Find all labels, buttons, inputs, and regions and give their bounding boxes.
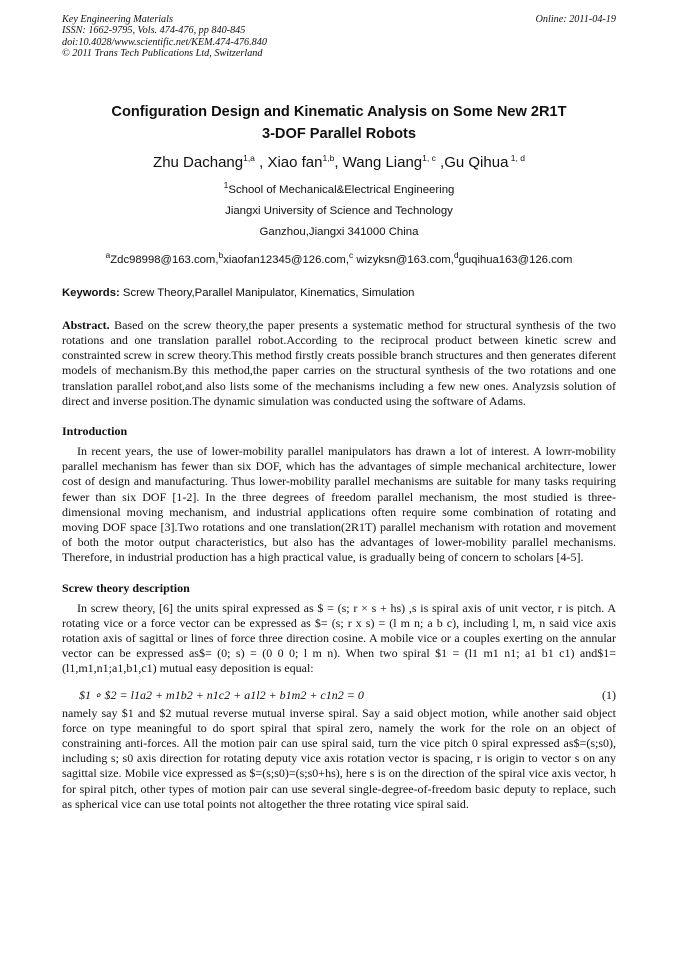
copyright-line: © 2011 Trans Tech Publications Ltd, Switzerland: [62, 47, 263, 59]
online-date: Online: 2011-04-19: [535, 14, 616, 25]
author-name: Zhu Dachang: [153, 154, 244, 172]
author-name: Xiao fan: [267, 154, 323, 172]
abstract-label: Abstract.: [62, 317, 110, 332]
introduction-heading: Introduction: [62, 423, 128, 438]
keywords-line: [62, 284, 616, 302]
screw-paragraph-1: In screw theory, [6] the units spiral expressed as $ = (s; r × s + hs) ,s is spiral axis of unit vector, r is pitch. A rotating vice or a force vector can be expressed as $= (s; r x s) = (l m n; a b c), including l, m, n said vice axis rotation axis of sagittal or lines of force three direction cosine. A mobile vice or a couples exerting on the annular vector can be expressed as$= (0; s) = (0 0 0; l m n). When two spiral $1 = (l1 m1 n1; a1 b1 c1) and$1=(l1,m1,n1;a1,b1,c1) mutual easy deposition is equal:: [62, 600, 616, 676]
email-sup: d: [453, 249, 459, 260]
author-sup: 1,b: [322, 153, 335, 164]
screw-paragraph-2: namely say $1 and $2 mutual reverse mutual inverse spiral. Say a said object motion, while another said object force on type meaningful to do sport spiral that spiral zero, namely the work for the role on an object of constraining anti-forces. All the motion pair can use spiral said, turn the vice pitch 0 spiral expressed as$=(s;s0), including s; s0 axis direction for rotating deputy vice axis rotation vector is spacing, r is origin to vector s on any sagittal size. Mobile vice expressed as $=(s;s0)=(s;s0+hs), here s is on the direction of the spiral vice axis vector, h for spiral pitch, other types of motion pair can use several single-degree-of-freedom basic deputy to replace, such as spherical vice can use total points not altogether the three rotating vice spiral said.: [62, 705, 616, 811]
author-sep: ,: [254, 154, 268, 172]
keywords-label: Keywords:: [62, 286, 120, 299]
title-line-1: Configuration Design and Kinematic Analysis on Some New 2R1T: [111, 104, 567, 121]
journal-header: [62, 14, 616, 59]
email-address: Zdc98998@163.com,: [110, 253, 219, 266]
email-list: [62, 245, 616, 270]
affiliation-line-1: [62, 175, 616, 201]
email-address: guqihua163@126.com: [458, 253, 573, 266]
affiliation-line-2: Jiangxi University of Science and Technology: [225, 204, 453, 217]
equation-number: (1): [602, 687, 616, 702]
email-sup: a: [105, 249, 111, 260]
author-name: Wang Liang: [342, 154, 423, 172]
affiliation-line-3: Ganzhou,Jiangxi 341000 China: [259, 225, 419, 238]
equation-expression: $1 ∘ $2 = l1a2 + m1b2 + n1c2 + a1l2 + b1m2 + c1n2 = 0: [79, 687, 364, 702]
paper-title: [62, 101, 616, 145]
keywords-text: Screw Theory,Parallel Manipulator, Kinematics, Simulation: [119, 286, 415, 299]
abstract-paragraph: [62, 318, 616, 409]
author-sup: 1,a: [243, 153, 255, 164]
abstract-text: Based on the screw theory,the paper presents a systematic method for structural synthesis of the two rotations and one translation parallel robot.According to the reciprocal product between kinetic screw and constrainted screw in screw theory.This method firstly creats possible branch structures and then generates diferent models of mechanism.By this method,the paper carries on the structural synthesis of the two rotations and one translation parallel robot,and also lists some of the mechanisms including a few new ones. Analyzsis solution of direct and inverse position.The dynamic simulation was conducted using the software of Adams.: [62, 317, 616, 408]
author-sup: 1, c: [422, 153, 436, 164]
equation-1: [79, 688, 616, 703]
author-sep: ,: [334, 154, 343, 172]
issn-line: ISSN: 1662-9795, Vols. 474-476, pp 840-845: [62, 25, 246, 37]
email-sup: b: [218, 249, 224, 260]
email-address: xiaofan12345@126.com,: [223, 253, 349, 266]
author-sup: 1, d: [508, 153, 525, 164]
journal-name: Key Engineering Materials: [62, 14, 173, 25]
affiliation-school: School of Mechanical&Electrical Engineering: [228, 183, 455, 196]
email-address: wizyksn@163.com,: [353, 253, 454, 266]
email-sup: c: [348, 249, 354, 260]
author-sep: ,: [435, 154, 445, 172]
screw-theory-heading: Screw theory description: [62, 580, 190, 595]
title-line-2: 3-DOF Parallel Robots: [261, 126, 417, 143]
affiliation-sup: 1: [223, 180, 229, 191]
doi-line: doi:10.4028/www.scientific.net/KEM.474-476.840: [62, 36, 267, 48]
author-list: [62, 147, 616, 174]
author-name: Gu Qihua: [444, 154, 509, 172]
introduction-paragraph: In recent years, the use of lower-mobility parallel manipulators has drawn a lot of interest. A lowrr-mobility parallel mechanism has fewer than six DOF, which has the advantages of simple mechanical architecture, lower cost of design and manufacturing. Thus lower-mobility parallel mechanisms are suitable for many tasks requiring fewer than six DOF [1-2]. In the three degrees of freedom parallel mechanism, the most studied is three-dimensional moving mechanism, and industrial applications often require some combination of rotating and moving DOF space [3].Two rotations and one translation(2R1T) parallel mechanism with rotation and movement of both the motor output characteristics, but also has the advantages of lower-mobility parallel mechanisms. Therefore, in industrial production has a high practical value, is gradually being of concern to scholars [4-5].: [62, 443, 616, 565]
